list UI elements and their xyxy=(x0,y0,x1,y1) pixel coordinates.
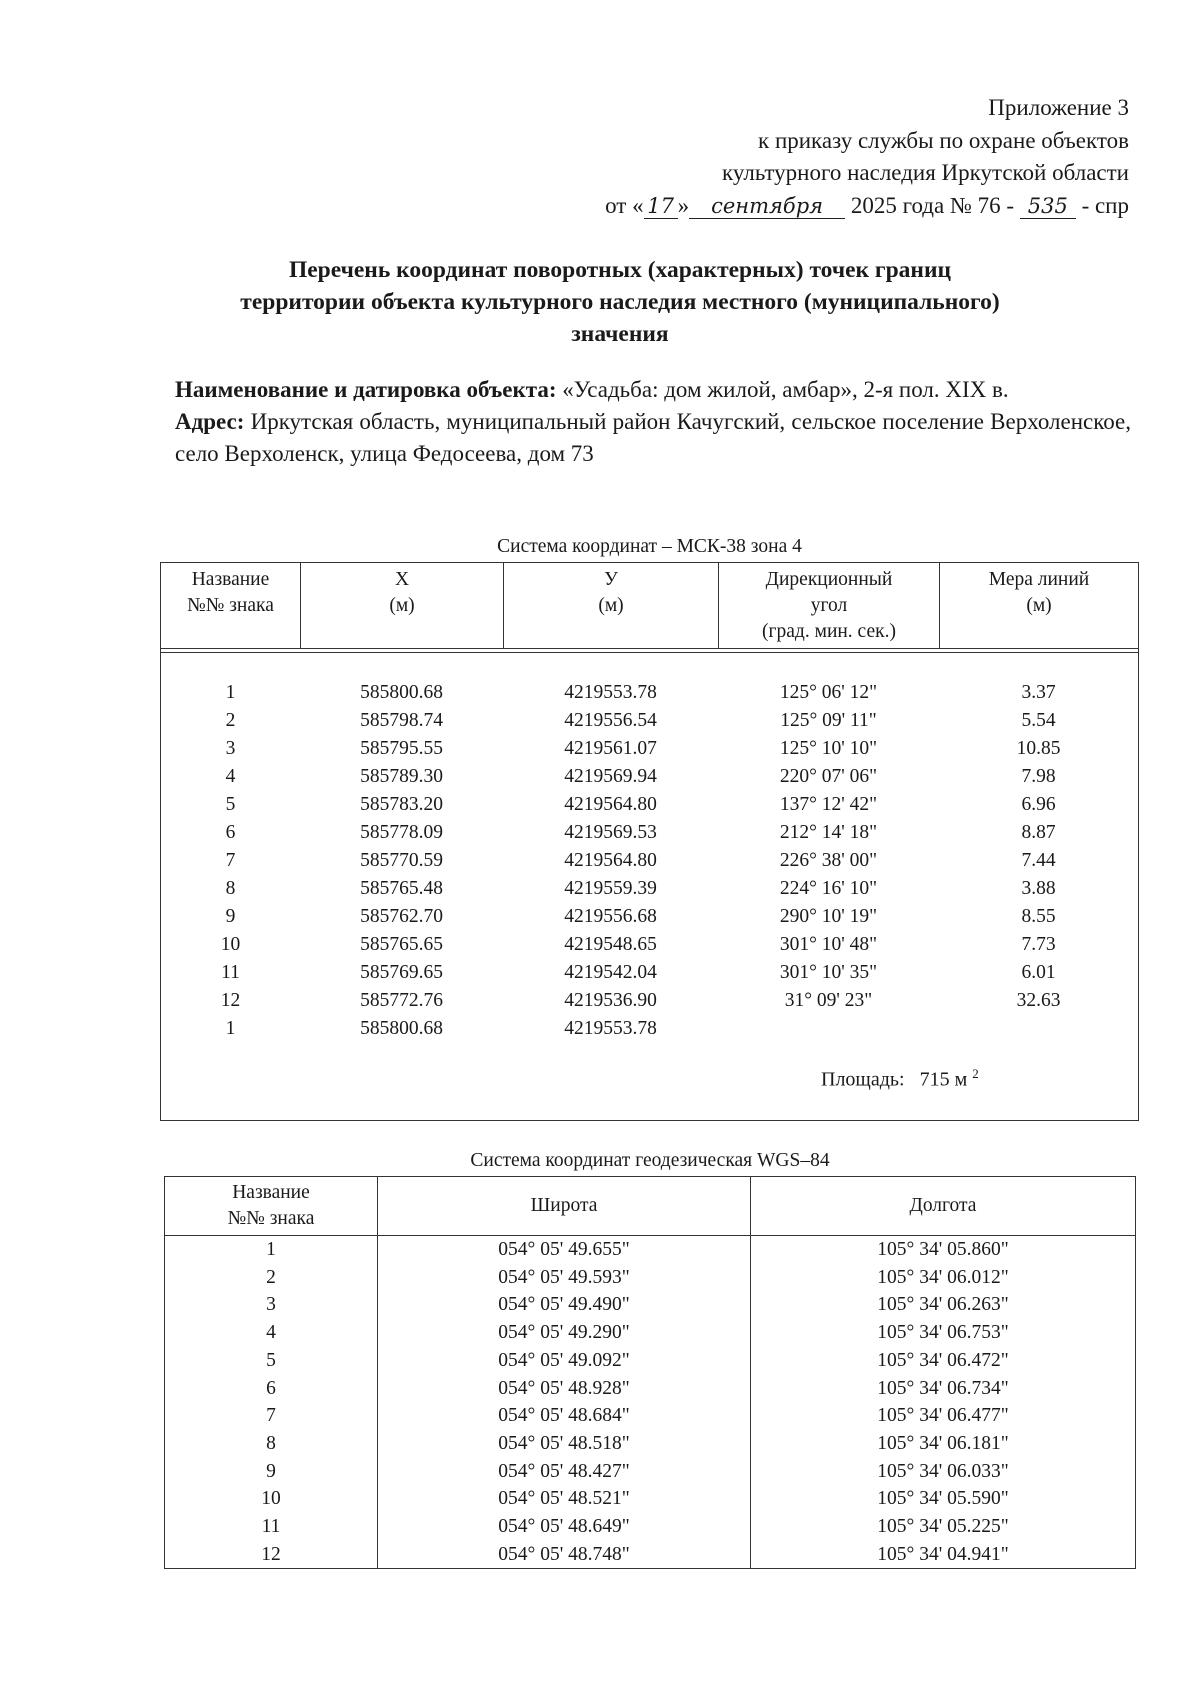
wgs-cell-lat: 054° 05' 48.684" xyxy=(378,1402,751,1430)
msk-cell-y: 4219569.53 xyxy=(564,822,657,843)
col-length-header: Мера линий (м) xyxy=(939,563,1138,648)
msk-caption: Система координат – МСК-38 зона 4 xyxy=(497,536,802,557)
wgs-cell-lon: 105° 34' 06.263" xyxy=(751,1291,1136,1319)
wgs-table-row xyxy=(165,1458,1136,1486)
wgs-cell-lon: 105° 34' 06.753" xyxy=(751,1319,1136,1347)
wgs-table-row xyxy=(165,1485,1136,1513)
msk-table-header xyxy=(161,563,1138,649)
msk-cell-n: 4 xyxy=(225,766,236,787)
wgs-table-row xyxy=(165,1375,1136,1403)
object-name: Наименование и датировка объекта: «Усадьба: дом жилой, амбар», 2-я пол. XIX в. xyxy=(175,377,1009,402)
wgs-table-body xyxy=(165,1236,1136,1569)
msk-cell-len: 5.54 xyxy=(1021,710,1056,731)
wgs-table-row xyxy=(165,1402,1136,1430)
msk-cell-y: 4219569.94 xyxy=(564,766,657,787)
msk-cell-x: 585783.20 xyxy=(360,794,443,815)
msk-table-row xyxy=(161,959,1140,987)
wgs-cell-n: 10 xyxy=(165,1485,378,1513)
msk-cell-n: 8 xyxy=(225,878,236,899)
msk-cell-len: 7.73 xyxy=(1021,934,1056,955)
msk-table-row xyxy=(161,735,1140,763)
msk-cell-angle: 31° 09' 23" xyxy=(784,990,873,1011)
msk-table-row xyxy=(161,903,1140,931)
wgs-col-point-header: Название №№ знака xyxy=(165,1177,378,1236)
wgs-cell-lon: 105° 34' 06.012" xyxy=(751,1264,1136,1292)
wgs-cell-lat: 054° 05' 48.928" xyxy=(378,1375,751,1403)
wgs-table-row xyxy=(165,1319,1136,1347)
msk-cell-n: 6 xyxy=(225,822,236,843)
wgs-cell-lat: 054° 05' 49.593" xyxy=(378,1264,751,1292)
wgs-cell-n: 2 xyxy=(165,1264,378,1292)
msk-cell-n: 2 xyxy=(225,710,236,731)
wgs-cell-n: 6 xyxy=(165,1375,378,1403)
wgs-cell-n: 11 xyxy=(165,1513,378,1541)
col-point-header: Название №№ знака xyxy=(187,569,274,616)
appendix-label: Приложение 3 xyxy=(988,95,1129,120)
col-angle-header: Дирекционный угол (град. мин. сек.) xyxy=(718,563,939,648)
wgs-cell-n: 12 xyxy=(165,1541,378,1569)
msk-cell-angle: 226° 38' 00" xyxy=(779,850,878,871)
msk-cell-len: 7.44 xyxy=(1021,850,1056,871)
msk-cell-y: 4219553.78 xyxy=(564,1018,657,1039)
order-header xyxy=(605,92,1129,222)
msk-cell-angle: 220° 07' 06" xyxy=(779,766,878,787)
msk-cell-x: 585772.76 xyxy=(360,990,443,1011)
order-reference: к приказу службы по охране объектов xyxy=(758,127,1129,153)
wgs-table-row xyxy=(165,1541,1136,1569)
msk-coordinates-table xyxy=(160,562,1139,1121)
msk-cell-y: 4219542.04 xyxy=(564,962,657,983)
msk-cell-x: 585765.65 xyxy=(360,934,443,955)
msk-table-row xyxy=(161,875,1140,903)
order-date-line: от « 17 » сентября 2025 года № 76 - 535 - спр xyxy=(605,192,1129,218)
msk-cell-len: 6.01 xyxy=(1021,962,1056,983)
area-total: Площадь: 715 м $^2$ xyxy=(821,1066,979,1091)
msk-cell-n: 7 xyxy=(225,850,236,871)
wgs-cell-lon: 105° 34' 05.860" xyxy=(751,1236,1136,1264)
msk-cell-len: 10.85 xyxy=(1016,738,1061,759)
msk-table-row xyxy=(161,819,1140,847)
col-x-header: Х (м) xyxy=(300,563,503,648)
msk-cell-angle: 301° 10' 48" xyxy=(779,934,878,955)
msk-cell-x: 585800.68 xyxy=(360,1018,443,1039)
msk-cell-angle: 125° 06' 12" xyxy=(779,682,878,703)
wgs-cell-lat: 054° 05' 49.655" xyxy=(378,1236,751,1264)
msk-cell-x: 585765.48 xyxy=(360,878,443,899)
msk-table-row xyxy=(161,931,1140,959)
msk-cell-len: 8.87 xyxy=(1021,822,1056,843)
wgs-table-row xyxy=(165,1513,1136,1541)
wgs-cell-lat: 054° 05' 48.748" xyxy=(378,1541,751,1569)
wgs-cell-lat: 054° 05' 49.490" xyxy=(378,1291,751,1319)
msk-table-row xyxy=(161,987,1140,1015)
wgs-table-row xyxy=(165,1291,1136,1319)
msk-cell-len: 32.63 xyxy=(1016,990,1061,1011)
msk-cell-angle: 125° 10' 10" xyxy=(779,738,878,759)
wgs-cell-lat: 054° 05' 48.518" xyxy=(378,1430,751,1458)
wgs-table-header xyxy=(165,1177,1136,1236)
msk-cell-angle: 224° 16' 10" xyxy=(779,878,878,899)
msk-cell-x: 585798.74 xyxy=(360,710,443,731)
wgs-table-row xyxy=(165,1264,1136,1292)
msk-table-row xyxy=(161,847,1140,875)
issuing-authority: культурного наследия Иркутской области xyxy=(722,160,1129,185)
msk-cell-len: 8.55 xyxy=(1021,906,1056,927)
msk-cell-y: 4219556.68 xyxy=(564,906,657,927)
wgs-caption: Система координат геодезическая WGS–84 xyxy=(470,1150,830,1171)
msk-cell-n: 1 xyxy=(225,1018,236,1039)
wgs-cell-n: 8 xyxy=(165,1430,378,1458)
wgs-cell-lon: 105° 34' 05.590" xyxy=(751,1485,1136,1513)
msk-cell-x: 585795.55 xyxy=(360,738,443,759)
wgs-cell-lon: 105° 34' 06.472" xyxy=(751,1347,1136,1375)
msk-table-row xyxy=(161,1015,1140,1043)
wgs-cell-lon: 105° 34' 05.225" xyxy=(751,1513,1136,1541)
wgs-table-row xyxy=(165,1236,1136,1264)
msk-cell-x: 585762.70 xyxy=(360,906,443,927)
order-number: 535 xyxy=(1020,194,1076,219)
msk-cell-y: 4219556.54 xyxy=(564,710,657,731)
wgs-cell-n: 4 xyxy=(165,1319,378,1347)
wgs-cell-lat: 054° 05' 49.290" xyxy=(378,1319,751,1347)
wgs-table-row xyxy=(165,1347,1136,1375)
msk-cell-x: 585778.09 xyxy=(360,822,443,843)
document-title: Перечень координат поворотных (характерных) точек границ территории объекта культурного наследия местного (муниципального) значения xyxy=(240,257,1000,347)
wgs-coordinates-table xyxy=(164,1176,1136,1569)
order-month: сентября xyxy=(689,194,845,219)
msk-table-row xyxy=(161,707,1140,735)
wgs-cell-n: 7 xyxy=(165,1402,378,1430)
object-info xyxy=(175,374,1131,470)
wgs-cell-lon: 105° 34' 04.941" xyxy=(751,1541,1136,1569)
msk-table-row xyxy=(161,679,1140,707)
msk-cell-y: 4219536.90 xyxy=(564,990,657,1011)
msk-cell-n: 11 xyxy=(221,962,240,983)
wgs-table-row xyxy=(165,1430,1136,1458)
msk-cell-x: 585769.65 xyxy=(360,962,443,983)
wgs-cell-lat: 054° 05' 48.427" xyxy=(378,1458,751,1486)
wgs-cell-lon: 105° 34' 06.181" xyxy=(751,1430,1136,1458)
header-double-line xyxy=(161,652,1138,653)
msk-cell-angle: 212° 14' 18" xyxy=(779,822,878,843)
msk-cell-n: 12 xyxy=(220,990,241,1011)
object-address: Адрес: Иркутская область, муниципальный район Качугский, сельское поселение Верхоленское, село Верхоленск, улица Федосеева, дом 73 xyxy=(175,409,1132,466)
msk-cell-y: 4219564.80 xyxy=(564,850,657,871)
msk-cell-y: 4219559.39 xyxy=(564,878,657,899)
wgs-cell-lon: 105° 34' 06.477" xyxy=(751,1402,1136,1430)
msk-cell-y: 4219564.80 xyxy=(564,794,657,815)
msk-cell-n: 5 xyxy=(225,794,236,815)
wgs-cell-n: 1 xyxy=(165,1236,378,1264)
wgs-cell-n: 5 xyxy=(165,1347,378,1375)
msk-cell-n: 3 xyxy=(225,738,236,759)
col-y-header: У (м) xyxy=(503,563,718,648)
wgs-cell-n: 9 xyxy=(165,1458,378,1486)
wgs-cell-lat: 054° 05' 48.521" xyxy=(378,1485,751,1513)
wgs-cell-lon: 105° 34' 06.033" xyxy=(751,1458,1136,1486)
order-day: 17 xyxy=(644,194,678,219)
msk-cell-y: 4219548.65 xyxy=(564,934,657,955)
msk-table-row xyxy=(161,763,1140,791)
wgs-col-lat-header: Широта xyxy=(378,1177,751,1236)
wgs-cell-n: 3 xyxy=(165,1291,378,1319)
wgs-cell-lon: 105° 34' 06.734" xyxy=(751,1375,1136,1403)
msk-cell-len: 6.96 xyxy=(1021,794,1056,815)
msk-cell-n: 9 xyxy=(225,906,236,927)
msk-cell-y: 4219561.07 xyxy=(564,738,657,759)
wgs-col-lon-header: Долгота xyxy=(751,1177,1136,1236)
msk-cell-n: 10 xyxy=(220,934,241,955)
msk-cell-x: 585770.59 xyxy=(360,850,443,871)
wgs-cell-lat: 054° 05' 49.092" xyxy=(378,1347,751,1375)
msk-cell-angle: 137° 12' 42" xyxy=(779,794,878,815)
msk-cell-angle: 290° 10' 19" xyxy=(779,906,878,927)
wgs-cell-lat: 054° 05' 48.649" xyxy=(378,1513,751,1541)
msk-cell-x: 585789.30 xyxy=(360,766,443,787)
msk-cell-angle: 301° 10' 35" xyxy=(779,962,878,983)
msk-cell-len: 3.88 xyxy=(1021,878,1056,899)
msk-cell-len: 3.37 xyxy=(1021,682,1056,703)
msk-cell-y: 4219553.78 xyxy=(564,682,657,703)
msk-cell-angle: 125° 09' 11" xyxy=(780,710,877,731)
msk-table-row xyxy=(161,791,1140,819)
msk-cell-x: 585800.68 xyxy=(360,682,443,703)
msk-cell-len: 7.98 xyxy=(1021,766,1056,787)
msk-cell-n: 1 xyxy=(225,682,236,703)
